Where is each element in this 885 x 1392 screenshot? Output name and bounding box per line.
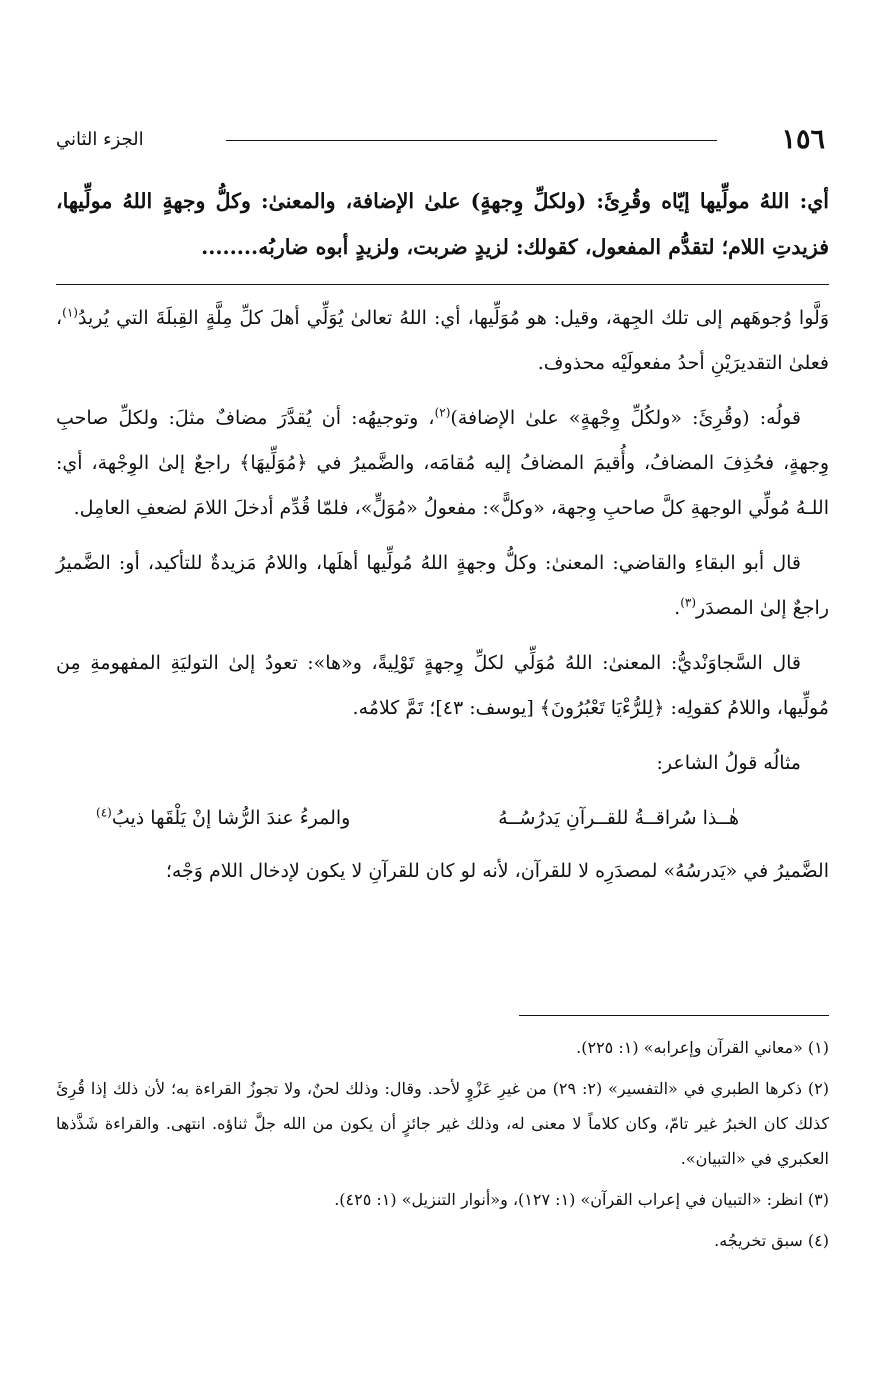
paragraph-3-end: . [674, 597, 681, 619]
paragraph-2-end: ، وتوجيهُه: أن يُقدَّرَ مضافٌ مثلَ: ولكلِّ صاحبِ وِجهةٍ، فحُذِفَ المضافُ، وأُقيمَ المضافُ إليه مُقامَه، والضَّميرُ في ﴿مُوَلِّيهَا﴾ راجعٌ إلىٰ الوِجْهة، أي: اللـهُ مُولِّي الوجهةِ كلَّ صاحبِ وِجهة، «وكلًّ»: مفعولُ «مُوَلٍّ»، فلمّا قُدِّم أدخلَ اللامَ لضعفِ العامِل. [56, 407, 829, 519]
poetry-verse [56, 796, 829, 841]
paragraph-3-text: قال أبو البقاءِ والقاضي: المعنىٰ: وكلُّ وجهةٍ اللهُ مُولِّيها أهلَها، واللامُ مَزيدةٌ للتأكيد، أو: الضَّميرُ راجعٌ إلىٰ المصدَر [56, 552, 829, 619]
header-rule [226, 140, 717, 141]
paragraph-2-text: قولُه: (وقُرِئَ: «ولكُلِّ وِجْهةٍ» علىٰ الإضافة) [450, 407, 801, 429]
footnote-ref-4[interactable]: (٤) [96, 805, 112, 820]
footnote-divider [519, 1015, 829, 1016]
footnote-1: (١) «معاني القرآن وإعرابه» (١: ٢٢٥). [576, 1038, 829, 1057]
paragraph-1 [56, 296, 829, 386]
footnote-ref-2[interactable]: (٢) [434, 405, 451, 420]
commentary-body [56, 296, 829, 904]
paragraph-4: قال السَّجاوَنْديُّ: المعنىٰ: اللهُ مُوَلِّي لكلِّ وِجهةٍ تَوْلِيةً، و«ها»: تعودُ إلىٰ التوليَةِ المفهومةِ مِن مُولِّيها، واللامُ كقولِه: ﴿لِلرُّءْيَا تَعْبُرُونَ﴾ [يوسف: ٤٣]؛ تَمَّ كلامُه. [56, 652, 829, 719]
footnote-ref-3[interactable]: (٣) [680, 595, 697, 610]
page-number: ١٥٦ [781, 124, 825, 155]
verse-second-text: والمرءُ عندَ الرُّشا إنْ يَلْقَها ذيبُ [111, 807, 351, 829]
paragraph-6: الضَّميرُ في «يَدرسُهُ» لمصدَرِه لا للقرآن، لأنه لو كان للقرآنِ لا يكون لإدخال اللام وَجْه؛ [165, 860, 829, 882]
paragraph-3 [56, 541, 829, 631]
footnote-2: (٢) ذكرها الطبري في «التفسير» (٢: ٢٩) من غيرِ عَزْوٍ لأحد. وقال: وذلك لحنٌ، ولا تجوزُ القراءة به؛ لأن ذلك إذا قُرِئَ كذلك كان الخبرُ غير تامّ، وكان كلاماً لا معنى له، وذلك غير جائزٍ أن يكون من الله جلَّ ثناؤه. انتهى. والقراءة شَذَّذها العكبري في «التبيان». [56, 1079, 830, 1168]
paragraph-1-text: وَلَّوا وُجوهَهم إلى تلك الجِهة، وقيل: هو مُوَلِّيها، أي: اللهُ تعالىٰ يُوَلِّي أهلَ كلِّ مِلَّةٍ القِبلَةَ التي يُريدُ [77, 307, 829, 329]
page-header [56, 120, 825, 160]
matn-divider [56, 284, 829, 285]
matn-text: أي: اللهُ مولِّيها إيّاه وقُرِئَ: (ولكلِّ وِجهةٍ) علىٰ الإضافة، والمعنىٰ: وكلُّ وجهةٍ اللهُ مولِّيها، فزيدتِ اللام؛ لتقدُّم المفعول، كقولك: لزيدٍ ضربت، ولزيدٍ أبوه ضاربُه........ [56, 189, 829, 259]
footnote-4: (٤) سبق تخريجُه. [714, 1231, 829, 1250]
paragraph-1-end: ، فعلىٰ التقديرَيْنِ أحدُ مفعولَيْه محذوف. [56, 307, 829, 374]
paragraph-2 [56, 396, 829, 531]
footnotes [56, 1030, 829, 1264]
verse-second-hemistich [96, 796, 350, 841]
verse-first-hemistich: هٰــذا سُراقــةُ للقــرآنِ يَدرُسُــهُ [498, 807, 739, 829]
paragraph-5: مثالُه قولُ الشاعر: [656, 752, 801, 774]
footnote-3: (٣) انظر: «التبيان في إعراب القرآن» (١: ١٢٧)، و«أنوار التنزيل» (١: ٤٢٥). [334, 1190, 829, 1209]
footnote-ref-1[interactable]: (١) [62, 305, 78, 320]
volume-title: الجزء الثاني [56, 129, 144, 150]
